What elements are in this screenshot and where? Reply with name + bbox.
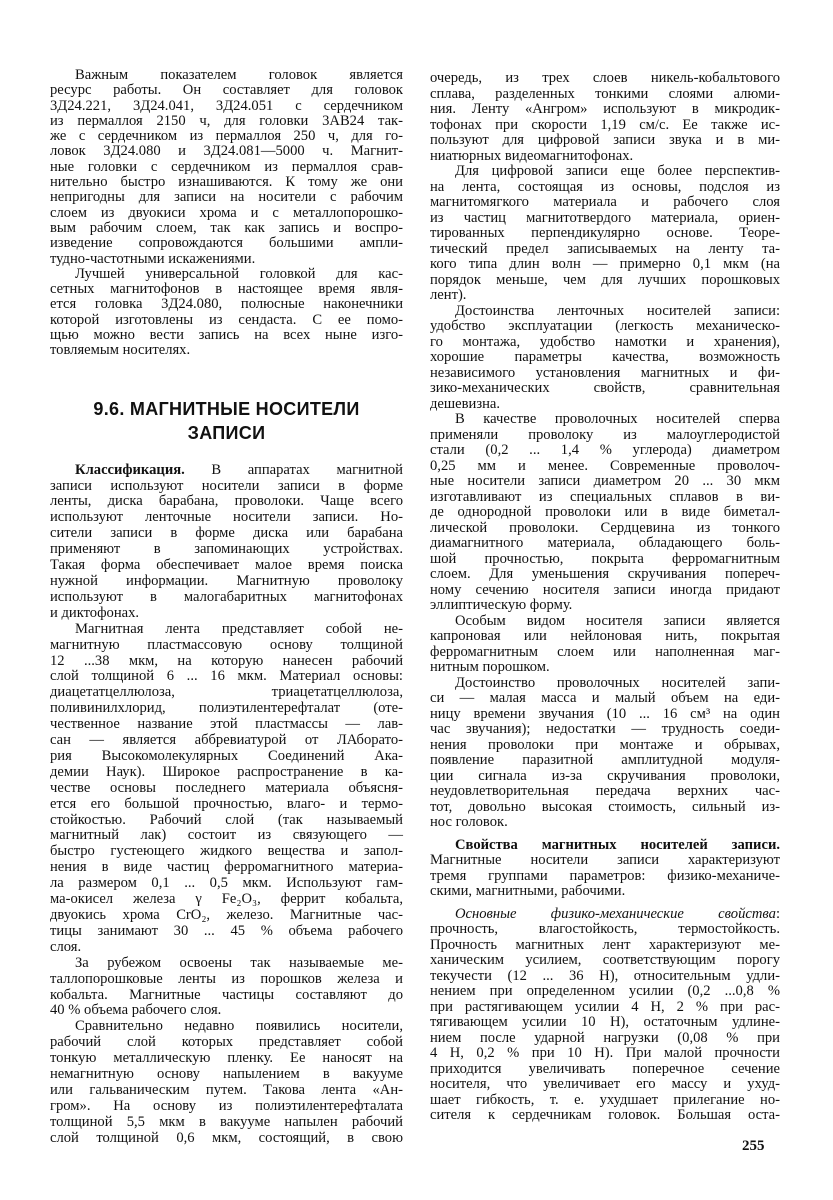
text-line: Магнитная лента представляет собой не- [75,620,403,637]
paragraph [50,463,403,622]
heading-line: 9.6. МАГНИТНЫЕ НОСИТЕЛИ [93,398,360,419]
text-line: применяют в запоминающих устройствах. [50,541,403,558]
text-line: из частиц магнитотвердого материала, ориен- [430,209,780,226]
text-line: или гальваническим путем. Такова лента «Ан- [50,1081,403,1098]
paragraph [50,1019,403,1146]
text-line: тофонах при скорости 1,19 см/с. Ее также ис- [430,116,780,133]
text-line: Прочность магнитных лент характеризуют ме- [430,936,780,953]
text-line: нием после ударной нагрузки (0,08 % при [430,1029,780,1046]
text-line: скими, магнитными, рабочими. [430,883,626,899]
text-line: магнитный лак) состоит из связующего — [50,827,403,844]
paragraph [430,412,780,614]
text-line: ла размером 0,1 ... 0,5 мкм. Используют гам- [50,875,403,892]
text-line: си — малая масса и малый объем на еди- [430,690,780,706]
text-line: Достоинство проволочных носителей запи- [455,674,780,691]
text-line: нения в виде частиц ферромагнитного материа- [50,859,403,876]
text-line: ниатюрных видеомагнитофонах. [430,147,634,164]
text-line: порядок меньше, чем для лучших порошковых [430,271,780,288]
text-line: Особым видом носителя записи является [455,612,780,629]
paragraph [430,614,780,676]
text-line: сителя к сердечникам головок. Большая оста- [430,1107,780,1123]
text-line: из пермаллоя 2150 ч, для головки 3АВ24 так- [50,112,403,129]
text-line: диамагнитного материала, обладающего боль- [430,535,780,551]
text-line: дешевизна. [430,395,501,412]
text-line: ферромагнитным слоем или наполненная маг- [430,643,780,660]
text-line: используют в малогабаритных магнитофонах [50,588,403,605]
text-line: демии Наук). Широкое распространение в ка- [50,763,403,780]
text-line: Важным показателем головок является [75,67,403,83]
text-line: же с сердечником из пермаллоя 250 ч, для го- [50,128,403,145]
paragraph [430,71,780,164]
text-line: ресурс работы. Он составляет для головок [50,82,403,99]
text-line: 12 ...38 мкм, на которую нанесен рабочий [50,652,403,669]
text-run: : [775,905,780,922]
paragraph [430,164,780,304]
bold-run-in-heading: Классификация. [75,461,185,478]
text-line: честве основы последнего материала объясня- [50,779,403,796]
paragraph [50,622,403,956]
text-line: ному сечению носителя записи иногда придают [430,581,780,598]
text-line [50,463,403,479]
text-line: тированных перпендикулярно основе. Теоре- [430,225,780,241]
text-line: которой изготовлены из сендаста. С ее помо- [50,311,403,328]
text-line: тягивающем усилии 10 Н), остаточным удлине- [430,1014,780,1030]
text-line: ханическим усилием, соответствующим порогу [430,952,780,968]
text-line: Достоинства ленточных носителей записи: [455,302,780,319]
text-line: кого типа длин волн — примерно 0,1 мкм (на [430,256,780,272]
left-column [50,68,403,1147]
text-line: шой прочностью, покрыта ферромагнитным [430,550,780,567]
text-line: прочность, влагостойкость, термостойкость. [430,921,780,937]
text-line: гром». На основу из полиэтилентерефталата [50,1097,403,1114]
text-line: тудно-частотными искажениями. [50,250,256,267]
text-line: щью можно вести запись на всех ныне изго- [50,327,403,344]
text-line: капроновая или нейлоновая нить, покрытая [430,628,780,644]
text-line: записи используют носители записи в форме [50,477,403,494]
text-line: слой толщиной 6 ... 16 мкм. Материал основы: [50,668,403,685]
text-line: лент). [430,287,467,303]
text-line: ницу времени звучания (10 ... 16 см³ на один [430,705,780,722]
paragraph [430,907,780,1124]
text-line: тот, довольно высокая стоимость, сильный из- [430,798,780,815]
text-line: двуокись хрома CrO₂, железо. Магнитные час- [50,907,403,924]
text-line: магнитную пластмассовую основу толщиной [50,636,403,653]
text-line: ма-окисел железа γ Fe₂O₃, феррит кобальта, [50,891,403,908]
text-line: нитным порошком. [430,659,550,675]
text-line: хорошие параметры качества, возможность [430,349,780,365]
text-line: ции сигнала из-за скручивания проволоки, [430,767,780,784]
text-line: немагнитную основу напылением в вакууме [50,1066,403,1083]
text-line: быстро густеющего жидкого вещества и запол- [50,843,403,860]
text-line: изведение сопровождаются большими ампли- [50,235,403,252]
text-line: пользуют для цифровой записи звука и в ми- [430,132,780,148]
text-line [430,907,780,923]
text-line: сители записи в форме диска или барабана [50,525,403,542]
page-number: 255 [742,1138,765,1154]
text-line: товляемым носителях. [50,342,191,359]
text-line: толщиной 5,5 мкм в вакууме напылен рабочий [50,1113,403,1130]
text-line: ные носители записи диаметром 20 ... 30 мкм [430,473,780,489]
text-line: рия Высокомолекулярных Соединений Ака- [50,747,403,764]
text-line: чественное название этой пластмассы — лав- [50,716,403,733]
text-line: ется головка 3Д24.080, полюсные наконечники [50,296,403,313]
text-line: Для цифровой записи еще более перспектив- [455,163,780,179]
text-line: вым рабочим слоем, так как запись и воспро- [50,219,403,236]
text-line: лической проволоки. Сердцевина из тонкого [430,519,780,536]
text-line: носителя, что увеличивает его массу и ухуд- [430,1076,780,1092]
text-line: зико-механических свойств, сравнительная [430,380,780,396]
text-line: Лучшей универсальной головкой для кас- [75,265,403,282]
text-line: тонкую металлическую пленку. Ее наносят на [50,1050,403,1067]
paragraph [430,838,780,900]
text-line: приходится увеличивать поперечное сечение [430,1060,780,1077]
text-line: удобство эксплуатации (легкость механическо- [430,318,780,334]
text-line: нения проволоки при монтаже и обрывах, [430,736,780,753]
text-line: 0,25 мм и менее. Современные проволоч- [430,457,780,474]
text-line: тицы занимают 30 ... 45 % объема рабочего [50,922,403,939]
text-line: ленты, диска барабана, проволоки. Чаще всего [50,493,403,510]
text-line: при растягивающем усилии 4 Н, 2 % при рас- [430,998,780,1015]
text-line: кобальта. Магнитные частицы составляют до [50,986,403,1003]
text-line: тический предел записываемых на ленту та- [430,240,780,257]
text-line: го монтажа, удобство намотки и хранения), [430,333,780,350]
text-line: применяли проволоку из малоуглеродистой [430,426,780,443]
text-line: 40 % объема рабочего слоя. [50,1002,222,1019]
text-line: текучести (12 ... 36 Н), относительным удли- [430,967,780,984]
text-line: де однородной проволоки или в виде биметал- [430,504,780,520]
text-line: очередь, из трех слоев никель-кобальтового [430,70,780,86]
text-line: Магнитные носители записи характеризуют [430,852,780,868]
text-line: поливинилхлорид, полиэтилентерефталат (оте- [50,700,403,717]
text-line: ется его большой прочностью, влаго- и термо- [50,795,403,812]
text-line: магнитомягкого материала и рабочего слоя [430,194,780,210]
text-line: слоем. Для уменьшения скручивания попереч- [430,566,780,582]
text-line: В качестве проволочных носителей сперва [455,411,780,427]
paragraph [50,267,403,359]
text-line: За рубежом освоены так называемые ме- [75,954,403,971]
text-line: диацетатцеллюлоза, триацетатцеллюлоза, [50,684,403,701]
text-line: эллиптическую форму. [430,597,573,613]
text-line: независимого установления магнитных и фи- [430,364,780,381]
text-line: час звучания); недостатки — трудность соеди- [430,721,780,737]
paragraph [430,304,780,413]
text-line [430,838,780,854]
text-line: сетных магнитофонов в настоящее время явля- [50,281,403,298]
text-line: Такая форма обеспечивает малое время поиска [50,557,403,574]
text-line: нением при определенном усилии (0,2 ...0,8 % [430,983,780,999]
text-line: появление паразитной амплитудной модуля- [430,752,780,768]
section-heading [50,397,403,445]
text-line: неудовлетворительная передача верхних час- [430,783,780,799]
text-line: тремя группами параметров: физико-механиче- [430,867,780,884]
text-line: слой толщиной 0,6 мкм, состоящий, в свою [50,1129,403,1146]
text-line: ные головки с сердечником из пермаллоя срав- [50,158,403,175]
text-line: слоем из двуокиси хрома и с металлопорошко- [50,204,403,221]
text-line: слоя. [50,938,82,955]
paragraph [50,956,403,1020]
text-line: Сравнительно недавно появились носители, [75,1018,403,1035]
text-line: таллопорошковые ленты из порошков железа и [50,970,403,987]
right-column [430,71,780,1124]
text-line: 4 Н, 0,2 % при 10 Н). При малой прочности [430,1045,780,1061]
text-line: нужной информации. Магнитную проволоку [50,572,403,589]
text-line: рабочий слой которых представляет собой [50,1034,403,1051]
italic-run-in-heading: Основные физико-механические свойства [455,905,776,922]
paragraph [50,68,403,267]
text-line: стали (0,2 ... 1,4 % углерода) диаметром [430,442,780,458]
text-line: 3Д24.221, 3Д24.041, 3Д24.051 с сердечником [50,97,403,114]
text-line: нительно быстро изнашиваются. К тому же они [50,174,403,191]
text-line: нос головок. [430,814,508,830]
text-line: и диктофонах. [50,604,140,621]
text-line: ловок 3Д24.080 и 3Д24.081—5000 ч. Магнит- [50,143,403,160]
text-line: используют ленточные носители записи. Но- [50,509,403,526]
paragraph [430,676,780,831]
text-line: сан — является аббревиатурой от ЛАборато- [50,732,403,749]
bold-run-in-heading: Свойства магнитных носителей записи. [455,836,780,853]
text-line: непригодны для записи на носители с рабочим [50,189,403,206]
text-line: стойкостью. Рабочий слой (так называемый [50,811,403,828]
text-line: на лента, состоящая из основы, подслоя из [430,178,780,195]
heading-line: ЗАПИСИ [187,422,266,443]
text-line: шает гибкость, т. е. ухудшает прилегание но- [430,1091,780,1108]
text-run: В аппаратах магнитной [184,461,403,478]
text-line: ния. Ленту «Ангром» используют в микродик- [430,101,780,117]
text-line: сплава, разделенных тонкими слоями алюми- [430,85,780,102]
text-line: изготавливают из специальных сплавов в ви- [430,488,780,505]
